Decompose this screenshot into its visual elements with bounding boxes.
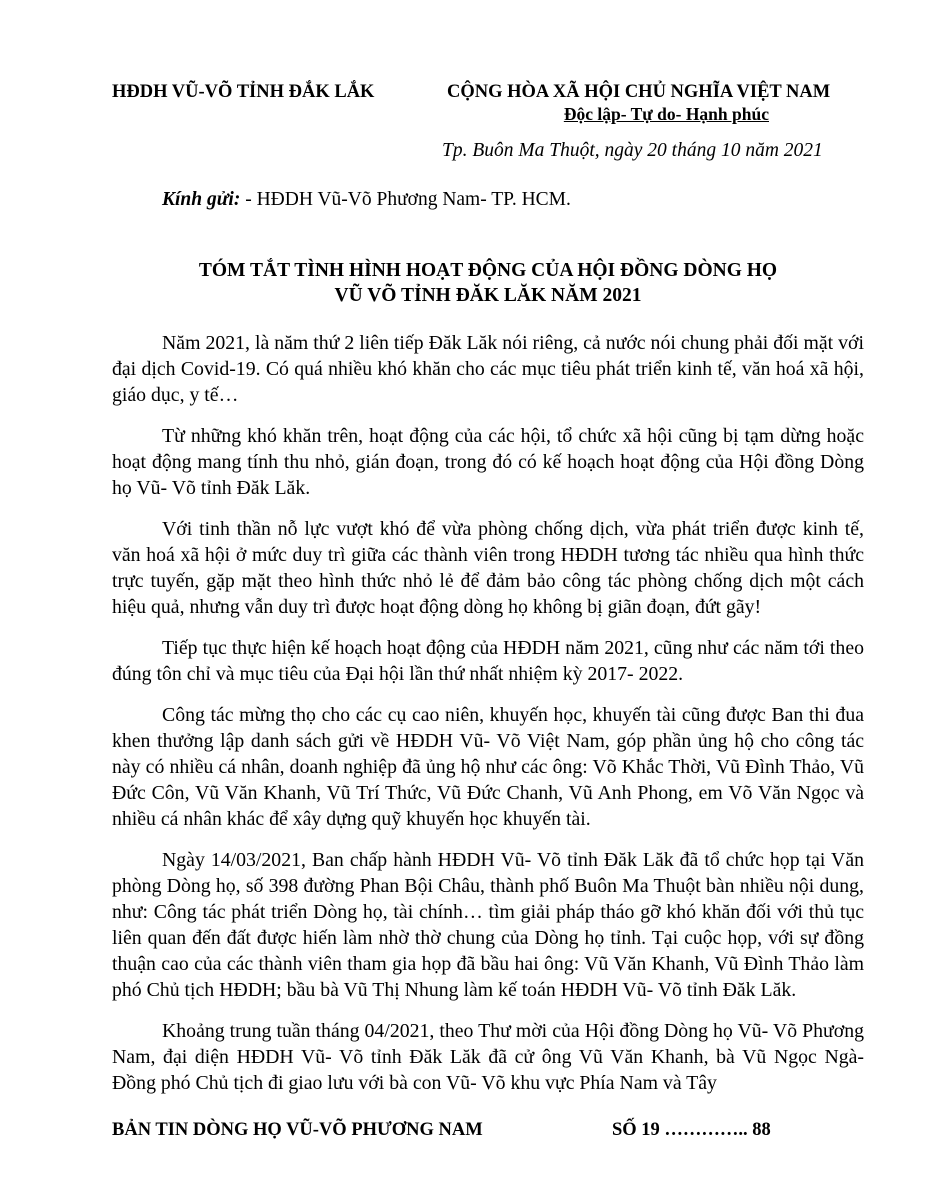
body-paragraph: Năm 2021, là năm thứ 2 liên tiếp Đăk Lăk nói riêng, cả nước nói chung phải đối mặt với đại dịch Covid-19. Có quá nhiều khó khăn cho các mục tiêu phát triển kinh tế, văn hoá xã hội, giáo dục, y tế… [112, 332, 864, 406]
organization-name: HĐDH VŨ-VÕ TỈNH ĐẮK LẮK [112, 82, 375, 102]
recipient-label: Kính gửi: [162, 189, 241, 210]
national-title: CỘNG HÒA XÃ HỘI CHỦ NGHĨA VIỆT NAM [447, 82, 831, 102]
bulletin-name: BẢN TIN DÒNG HỌ VŨ-VÕ PHƯƠNG NAM [112, 1120, 483, 1140]
recipient-text: - HĐDH Vũ-Võ Phương Nam- TP. HCM. [240, 189, 571, 210]
body-paragraph: Công tác mừng thọ cho các cụ cao niên, khuyến học, khuyến tài cũng được Ban thi đua khen thưởng lập danh sách gửi về HĐDH Vũ- Võ Việt Nam, góp phần ủng hộ cho công tác này có nhiều cá nhân, doanh nghiệp đã ủng hộ như các ông: Võ Khắc Thời, Vũ Đình Thảo, Vũ Đức Côn, Vũ Văn Khanh, Vũ Trí Thức, Vũ Đức Chanh, Vũ Anh Phong, em Võ Văn Ngọc và nhiều cá nhân khác để xây dựng quỹ khuyến học khuyến tài. [112, 704, 864, 830]
issue-page-number: SỐ 19 ………….. 88 [612, 1120, 771, 1140]
national-motto: Độc lập- Tự do- Hạnh phúc [563, 104, 769, 124]
document-body [112, 330, 864, 1111]
page-footer [112, 1120, 812, 1141]
body-paragraph: Từ những khó khăn trên, hoạt động của các hội, tổ chức xã hội cũng bị tạm dừng hoặc hoạt động mang tính thu nhỏ, gián đoạn, trong đó có kế hoạch hoạt động của Hội đồng Dòng họ Vũ- Võ tỉnh Đăk Lăk. [112, 425, 864, 499]
body-paragraph: Với tinh thần nỗ lực vượt khó để vừa phòng chống dịch, vừa phát triển được kinh tế, văn hoá xã hội ở mức duy trì giữa các thành viên trong HĐDH tương tác nhiều qua hình thức trực tuyến, gặp mặt theo hình thức nhỏ lẻ để đảm bảo công tác phòng chống dịch một cách hiệu quả, nhưng vẫn duy trì được hoạt động dòng họ không bị giãn đoạn, đứt gãy! [112, 518, 864, 618]
title-line-2: VŨ VÕ TỈNH ĐĂK LĂK NĂM 2021 [334, 285, 642, 306]
recipient-line [162, 189, 571, 211]
body-paragraph: Khoảng trung tuần tháng 04/2021, theo Thư mời của Hội đồng Dòng họ Vũ- Võ Phương Nam, đại diện HĐDH Vũ- Võ tỉnh Đăk Lăk đã cử ông Vũ Văn Khanh, bà Vũ Ngọc Ngà- Đồng phó Chủ tịch đi giao lưu với bà con Vũ- Võ khu vực Phía Nam và Tây [112, 1020, 864, 1094]
national-header [447, 82, 865, 125]
body-paragraph: Tiếp tục thực hiện kế hoạch hoạt động của HĐDH năm 2021, cũng như các năm tới theo đúng tôn chỉ và mục tiêu của Đại hội lần thứ nhất nhiệm kỳ 2017- 2022. [112, 637, 864, 685]
body-paragraph: Ngày 14/03/2021, Ban chấp hành HĐDH Vũ- Võ tỉnh Đăk Lăk đã tổ chức họp tại Văn phòng Dòng họ, số 398 đường Phan Bội Châu, thành phố Buôn Ma Thuột bàn nhiều nội dung, như: Công tác phát triển Dòng họ, tài chính… tìm giải pháp tháo gỡ khó khăn đối với thủ tục liên quan đến đất được hiến làm nhờ thờ chung của Dòng họ tỉnh. Tại cuộc họp, với sự đồng thuận cao của các thành viên tham gia họp đã bầu hai ông: Vũ Văn Khanh, Vũ Đình Thảo làm phó Chủ tịch HĐDH; bầu bà Vũ Thị Nhung làm kế toán HĐDH Vũ- Võ tỉnh Đăk Lăk. [112, 849, 864, 1001]
title-line-1: TÓM TẮT TÌNH HÌNH HOẠT ĐỘNG CỦA HỘI ĐỒNG DÒNG HỌ [198, 260, 778, 281]
document-title [112, 258, 864, 308]
date-line: Tp. Buôn Ma Thuột, ngày 20 tháng 10 năm 2021 [442, 140, 823, 161]
